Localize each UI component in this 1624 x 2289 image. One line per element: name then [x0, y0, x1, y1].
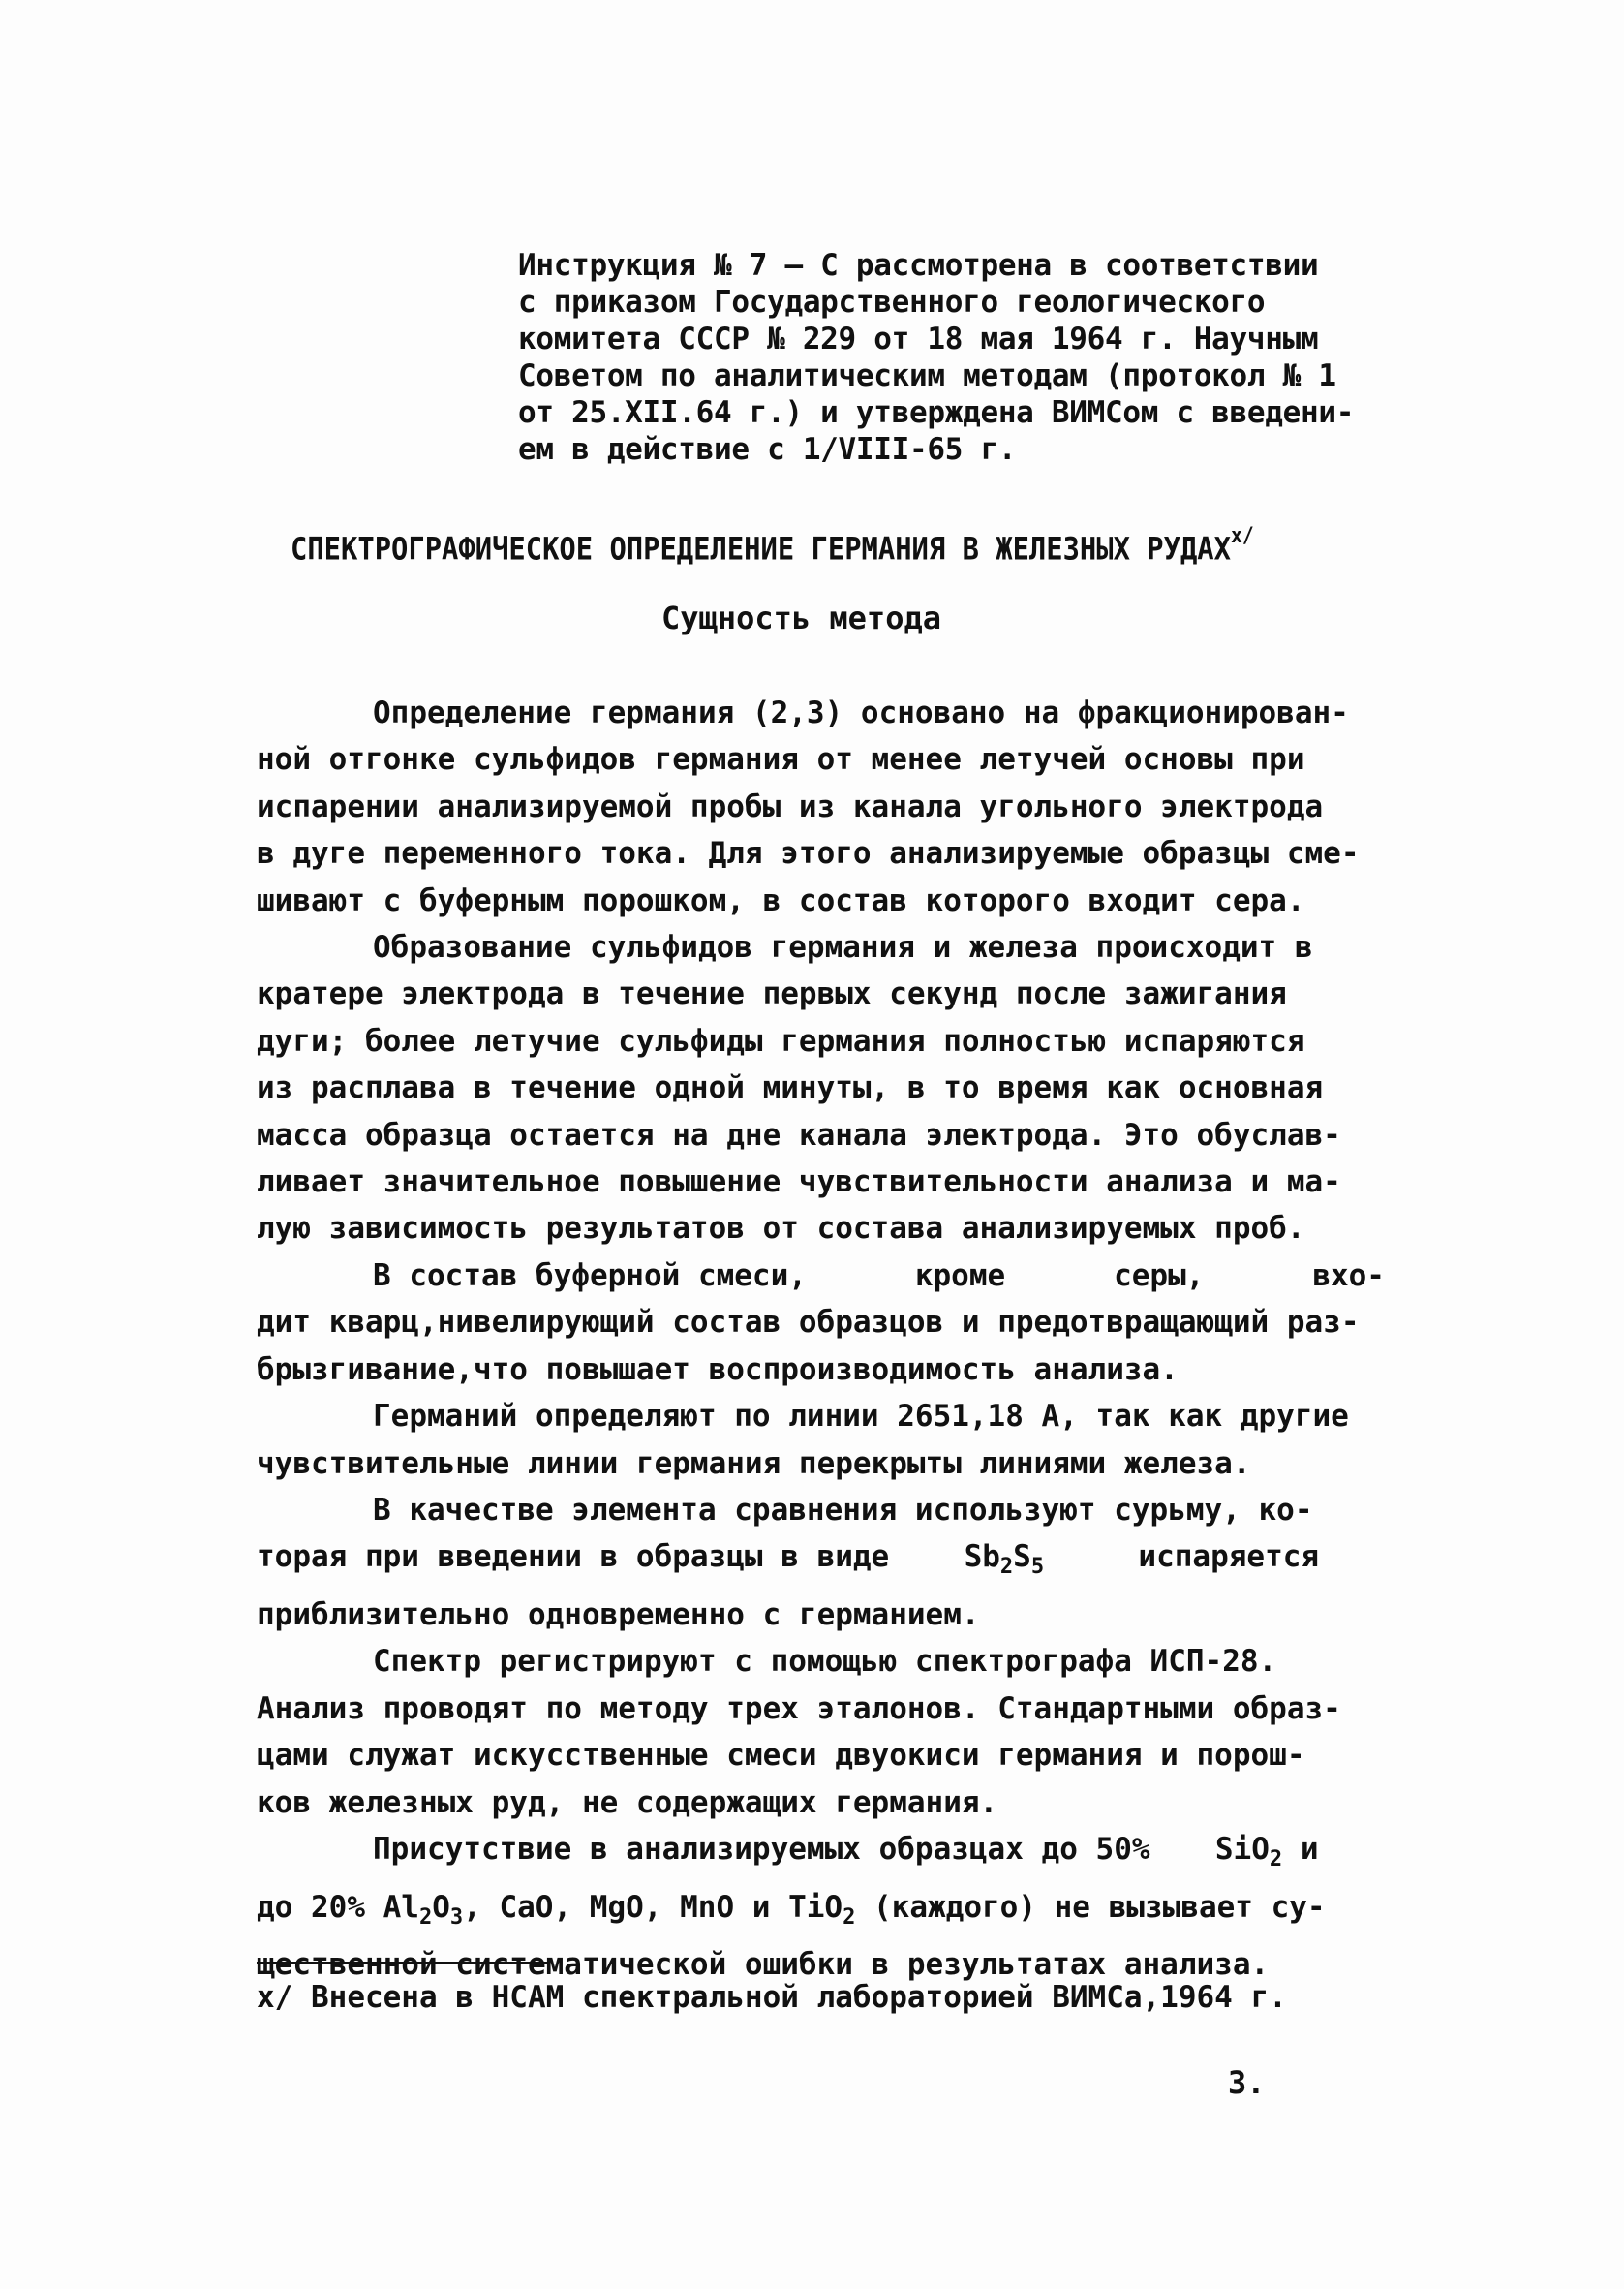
title-footnote-mark: x/ [1230, 524, 1254, 548]
text-line: ной отгонке сульфидов германия от менее летучей основы при [257, 742, 1305, 778]
text-fragment: кроме [914, 1257, 1006, 1293]
footnote-divider [257, 1962, 547, 1964]
text-line [257, 1826, 1399, 1884]
text-line: лую зависимость результатов от состава анализируемых проб. [257, 1211, 1305, 1247]
text-line: дит кварц,нивелирующий состав образцов и предотвращающий раз- [257, 1305, 1360, 1341]
formula-subscript: 2 [1269, 1847, 1283, 1872]
text-line [257, 1533, 1399, 1592]
formula-subscript: 5 [1030, 1555, 1045, 1580]
text-line: испарении анализируемой пробы из канала угольного электрода [257, 789, 1324, 824]
text-line: Анализ проводят по методу трех эталонов. Стандартными образ- [257, 1690, 1341, 1726]
text-line: дуги; более летучие сульфиды германия полностью испаряются [257, 1023, 1305, 1059]
text-line: Определение германия (2,3) основано на фракционирован- [373, 696, 1349, 730]
text-fragment: O [432, 1889, 450, 1925]
page-number: 3. [1228, 2064, 1266, 2101]
text-fragment: , CaO, MgO, MnO и TiO [463, 1889, 843, 1925]
text-fragment: серы, [1114, 1257, 1205, 1293]
formula-text: SiO [1214, 1831, 1270, 1867]
text-line: брызгивание,что повышает воспроизводимость анализа. [257, 1351, 1179, 1387]
text-line: приблизительно одновременно с германием. [257, 1596, 980, 1632]
text-fragment: и [1300, 1831, 1319, 1867]
text-line: кратере электрода в течение первых секунд после зажигания [257, 976, 1287, 1012]
text-line [257, 1884, 1399, 1942]
approval-note-line: с приказом Государственного геологического [518, 285, 1266, 320]
approval-note-line: комитета СССР № 229 от 18 мая 1964 г. Научным [518, 322, 1319, 356]
text-line: масса образца остается на дне канала электрода. Это обуслав- [257, 1117, 1341, 1153]
text-fragment: (каждого) не вызывает су- [855, 1889, 1326, 1925]
text-line: Спектр регистрируют с помощью спектрографа ИСП-28. [373, 1644, 1277, 1680]
formula-subscript: 2 [418, 1904, 433, 1930]
text-fragment: испаряется [1138, 1539, 1320, 1575]
text-fragment: Присутствие в анализируемых образцах до 50% [373, 1831, 1150, 1867]
approval-note-line: Инструкция № 7 – С рассмотрена в соответствии [518, 248, 1319, 283]
text-line: Германий определяют по линии 2651,18 А, так как другие [373, 1399, 1349, 1435]
formula-subscript: 3 [449, 1904, 464, 1930]
formula-subscript: 2 [999, 1555, 1014, 1580]
footnote: x/ Внесена в НСАМ спектральной лабораторией ВИМСа,1964 г. [257, 1980, 1287, 2015]
text-line: чувствительные линии германия перекрыты линиями железа. [257, 1445, 1251, 1481]
text-line: шивают с буферным порошком, в состав которого входит сера. [257, 882, 1305, 918]
formula-text: Sb [964, 1539, 1000, 1575]
text-fragment: до 20% Al [257, 1889, 419, 1925]
formula-sio2 [1214, 1831, 1283, 1872]
text-fragment: торая при введении в образцы в виде [257, 1539, 890, 1575]
text-line: из расплава в течение одной минуты, в то время как основная [257, 1070, 1324, 1106]
document-title-text: СПЕКТРОГРАФИЧЕСКОЕ ОПРЕДЕЛЕНИЕ ГЕРМАНИЯ В ЖЕЛЕЗНЫХ РУДАХ [291, 530, 1231, 568]
approval-note [518, 247, 1390, 468]
approval-note-line: от 25.XII.64 г.) и утверждена ВИМСом с введени- [518, 395, 1355, 430]
text-line: ливает значительное повышение чувствительности анализа и ма- [257, 1164, 1341, 1200]
text-line: Образование сульфидов германия и железа происходит в [373, 930, 1313, 966]
formula-subscript: 2 [843, 1904, 856, 1930]
text-line: цами служат искусственные смеси двуокиси германия и порош- [257, 1738, 1305, 1774]
formula-sb2s5 [964, 1539, 1045, 1580]
text-line: щественной систематической ошибки в результатах анализа. [257, 1947, 1270, 1983]
text-line: в дуге переменного тока. Для этого анализируемые образцы сме- [257, 836, 1360, 872]
section-heading: Сущность метода [661, 600, 941, 636]
text-line: В качестве элемента сравнения используют сурьму, ко- [373, 1492, 1313, 1528]
text-line [257, 1253, 1399, 1299]
body-text [257, 690, 1399, 1989]
text-fragment: вхо- [1312, 1257, 1385, 1293]
document-title [291, 523, 1284, 569]
text-fragment: В состав буферной смеси, [373, 1257, 807, 1293]
formula-text: S [1013, 1539, 1031, 1575]
approval-note-line: ем в действие с 1/VIII-65 г. [518, 432, 1017, 467]
approval-note-line: Советом по аналитическим методам (протокол № 1 [518, 358, 1336, 393]
text-line: ков железных руд, не содержащих германия. [257, 1784, 998, 1820]
